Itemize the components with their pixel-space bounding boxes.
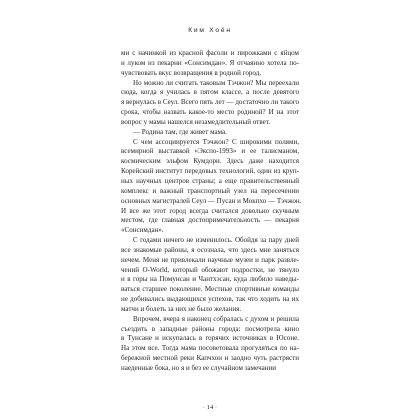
paragraph (121, 315, 299, 374)
text-line: «Сонсимдан». (121, 226, 164, 235)
text-line: сюда, когда я училась в пятом классе, а после девятого (121, 88, 299, 97)
text-line: местом, где главная достопримечательность — пекарня (121, 216, 299, 225)
page-number: · 14 · (202, 404, 218, 411)
text-line: не добивались выдающихся успехов, так что ходить на их (121, 295, 299, 304)
text-line: комплекс и важный транспортный узел на пересечении (121, 186, 299, 195)
text-line: чувствовать вкус возвращения в родной город. (121, 68, 262, 77)
running-head: Ким Хоён (188, 27, 232, 34)
text-line: С годами ничего не изменилось. Обойдя за пару дней (133, 236, 299, 245)
text-line: Но можно ли считать таковым Тэчжон? Мы переехали (133, 78, 299, 87)
text-line: На этом все. Тогда мама посоветовала прогуляться по на- (121, 344, 299, 353)
text-line: — Родина там, где живет мама. (133, 127, 227, 136)
text-line: С чем ассоциируется Тэчжон? С широкими полями, (133, 137, 299, 146)
text-line: Впрочем, вчера я наконец собралась с духом и решила (133, 314, 299, 323)
paragraph (121, 236, 299, 315)
paragraph (121, 79, 299, 128)
text-line: я вернулась в Сеул. Всего пять лет — достаточно ли такого (121, 98, 299, 107)
text-line: нечем. Меня не привлекали научные музеи и парк развле- (121, 255, 299, 264)
text-line: ми с начинкой из красной фасоли и пирожками с яйцом (121, 49, 299, 57)
text-line: ваться старшее поколение. Местные спортивные команды (121, 285, 299, 294)
text-line: матчи и болеть за них не было желания. (121, 304, 242, 313)
text-line: все знакомые районы, я осознала, что здесь мне заняться (121, 245, 299, 254)
text-line: вопрос у мамы нашелся незамедлительный ответ. (121, 117, 271, 126)
text-line: и луком из пекарни «Сонсимдан». Я отчаянно хотела по- (121, 58, 299, 67)
text-line: срока, чтобы назвать какое-то место родиной? И на этот (121, 108, 299, 117)
text-line: бережной местной реки Капчхон и заодно чуть растрясти (121, 354, 299, 363)
paragraph (121, 128, 299, 138)
text-line: Корейский институт передовых технологий, один из круп- (121, 167, 299, 176)
paragraph (121, 137, 302, 236)
text-line: наеденные бока, но я и без ее случайном замечании (121, 364, 277, 372)
text-line: всемирной выставкой «Экспо-1993» и ее талисманом, (121, 147, 299, 156)
text-line: И все же этот город всегда считался довольно скучным (121, 206, 299, 215)
text-line: в Тунсане и искупалась в горячих источниках в Юсоне. (121, 334, 299, 343)
text-line: и в горы на Помунсан и Чантхэсан, куда любило наведы- (121, 275, 299, 284)
body-text (121, 49, 302, 374)
text-line: съездить в западные районы города: посмотрела кино (121, 324, 299, 333)
text-line: ных научных центров страны; а еще правительственный (121, 176, 299, 185)
text-line: основных магистралей Сеул — Пусан и Мокпхо — Тэчжон. (121, 196, 302, 205)
text-line: чений O-World, который обожают подростки, не тянуло (121, 265, 299, 274)
paragraph (121, 49, 299, 79)
text-line: космическим эльфом Кумдори. Здесь даже находится (121, 157, 299, 166)
